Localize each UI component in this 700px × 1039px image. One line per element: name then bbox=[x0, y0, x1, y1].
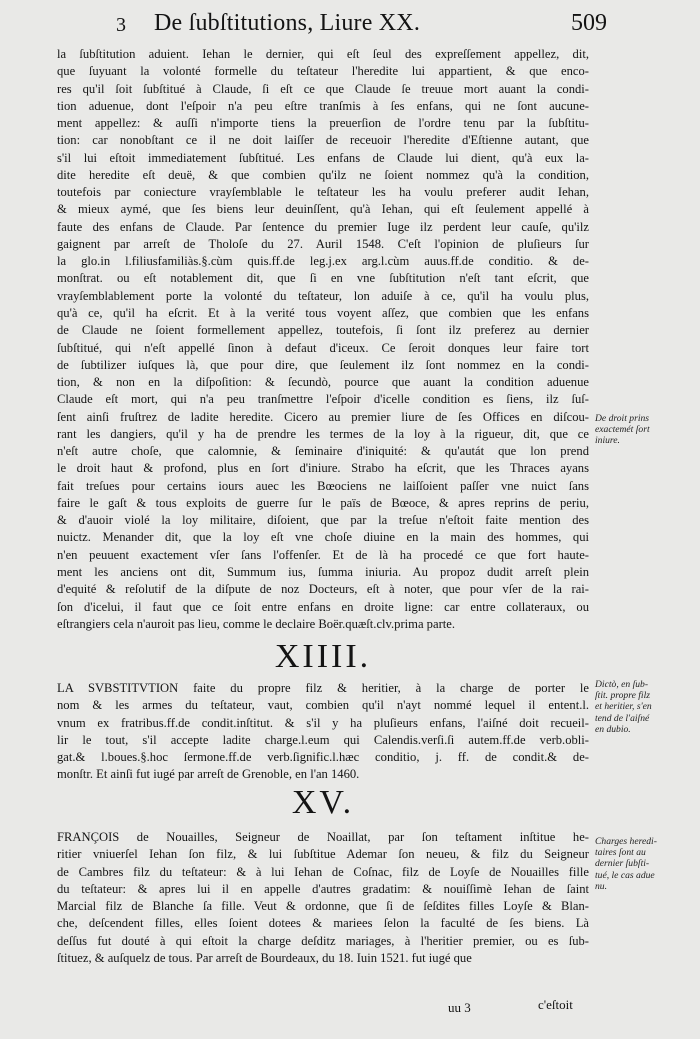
text-line: LA SVBSTITVTION faite du propre filz & heritier, à la charge de porter le bbox=[57, 681, 589, 695]
margin-note-line: tend de l'aiſné bbox=[595, 712, 650, 724]
running-header bbox=[52, 8, 612, 38]
text-line: de Claude ne ſoient formellement appellez, toutefois, ſi ſont ilz preferez au dernier bbox=[57, 323, 589, 338]
text-line: & d'auoir violé la loy militaire, diſoient, que par la treſue n'eſtoit faite mention des bbox=[57, 513, 589, 528]
margin-note-line: ſtit. propre filz bbox=[595, 690, 650, 702]
text-line: che, deſcendent filles, elles ſoient dotees & mariees ſelon la faculté de ſes biens. Là bbox=[57, 916, 589, 931]
margin-note-droit bbox=[595, 413, 695, 447]
text-line: rant les dangiers, qu'il y ha de prendre les termes de la loy à la rigueur, dit, que ce bbox=[57, 426, 589, 441]
text-line: n'eſt autre choſe, que calomnie, & ſeminaire d'iniquité: & qu'autát que lon prend bbox=[57, 444, 589, 459]
margin-note-line: en dubio. bbox=[595, 723, 631, 735]
text-line: n'en peuuent exactement vſer ſans l'offenſer. Et de là ha procedé ce que fort haute- bbox=[57, 547, 589, 562]
text-line: Marcial filz de Blanche ſa fille. Veut & ordonne, que ſi de ſeſdites filles Loyſe & Blan- bbox=[57, 899, 589, 914]
text-line: ritier vniuerſel Iehan ſon filz, & lui ſubſtitue Ademar ſon neueu, & filz du Seigneur bbox=[57, 847, 589, 862]
text-line: gat.& l.boues.§.hoc ſermone.ff.de verb.ſignific.l.hæc conditio, j. ff. de condit.& de- bbox=[57, 750, 589, 765]
header-section-number: 3 bbox=[116, 14, 126, 36]
text-line: ment appellez: & auſſi n'importe tiens la preuerſion de l'ordre tenu par la ſubſtitu- bbox=[57, 116, 589, 131]
text-line: dite heredite eſt deuë, & que combien qu'ilz ne ſoient nommez qu'à la condition, bbox=[57, 167, 589, 182]
text-line: d'equité & reſolutif de la diſpute de noz Docteurs, eſt à noter, que pour vſer de la rai- bbox=[57, 582, 589, 597]
text-line: la ſubſtitution aduient. Iehan le dernier, qui eſt ſeul des expreſſement appellez, dit, bbox=[57, 47, 589, 61]
text-line: nuictz. Menander dit, que la loy eſt vne choſe diuine en la main des hommes, qui bbox=[57, 530, 589, 545]
text-line: tion aduenue, dont l'eſpoir n'a peu eſtre tranſmis à ſes enfans, qui ne ſont aucune- bbox=[57, 98, 589, 113]
signature-mark: uu 3 bbox=[448, 1000, 471, 1015]
margin-note-line: et heritier, s'en bbox=[595, 701, 652, 713]
text-line: & mieux aymé, que ſes biens leur deuinſſent, qu'à Iehan, qui eſt ſeulement appellé à bbox=[57, 202, 589, 217]
text-line: vnum ex fratribus.ff.de condit.inſtitut. & s'il y ha pluſieurs enfans, l'aiſné doit recueil- bbox=[57, 715, 589, 730]
text-line: s'il lui eſtoit immediatement ſubſtitué. Les enfans de Claude lui dient, qu'à eux la- bbox=[57, 150, 589, 165]
text-line: Claude eſt mort, qui n'a peu tranſmettre l'eſpoir d'icelle condition es ſiens, ilz ſuſ- bbox=[57, 392, 589, 407]
text-line: ſon d'icelui, il faut que ce ſoit entre enfans en droite ligne: car entre collateraux, ou bbox=[57, 599, 589, 614]
margin-note-line: iniure. bbox=[595, 435, 620, 447]
text-line: ſtituez, & auſquelz de tous. Par arreſt de Bourdeaux, du 18. Iuin 1521. fut iugé que bbox=[57, 950, 472, 965]
text-line: eſtrangiers cela n'auroit pas lieu, comme le declaire Boër.quæſt.clv.prima parte. bbox=[57, 616, 455, 631]
text-line: tion, & non en la diſpoſition: & ſecundò, pource que auant la condition aduenue bbox=[57, 375, 589, 390]
margin-note-line: Charges heredi- bbox=[595, 836, 657, 847]
margin-note-line: dernier ſubſti- bbox=[595, 858, 650, 870]
text-line: toutefois par coniecture vrayſemblable le teſtateur les ha voulu preferer audit Iehan, bbox=[57, 185, 589, 200]
text-line: deſſus fut douté à qui eſtoit la charge deſditz mariages, à l'heritier premier, ou es ſub- bbox=[57, 933, 589, 948]
text-line: nom & les armes du teſtateur, vaut, combien qu'il n'ayt nommé lequel il entent.l. bbox=[57, 698, 589, 713]
margin-note-line: De droit prins bbox=[595, 413, 650, 424]
text-line: le droit haut & profond, plus en ſort d'iniure. Strabo ha eſcrit, que les Thraces ayans bbox=[57, 461, 589, 476]
text-line: vrayſemblablement porte la volonté du teſtateur, lon aduiſe à ce, qu'il ha voulu plus, bbox=[57, 288, 589, 303]
text-line: res qu'il ſoit ſubſtitué à Claude, ſi eſt ce que Claude ſe treuue mort auant la condi- bbox=[57, 81, 589, 96]
catchword: c'eſtoit bbox=[538, 997, 573, 1012]
text-line: lir le tout, s'il accepte ladite charge.l.eum qui Calendis.verſi.ſi autem.ff.de verb.obli- bbox=[57, 732, 589, 747]
margin-note-line: exactemét ſort bbox=[595, 424, 650, 436]
text-line: qu'à ce, qu'il ha eſcrit. Et à la verité tous voyent aſſez, que combien que les enfans bbox=[57, 305, 589, 320]
section-2-text bbox=[57, 680, 589, 784]
text-line: gaignent par arreſt de Tholoſe du 27. Auril 1548. C'eſt l'opinion de pluſieurs ſur bbox=[57, 236, 589, 251]
text-line: ment les anciens ont dit, Summum ius, ſumma iniuria. Au propoz dudit arreſt plein bbox=[57, 564, 589, 579]
section-1-text bbox=[57, 46, 589, 633]
header-title: De ſubſtitutions, Liure XX. bbox=[154, 10, 421, 36]
section-3-text bbox=[57, 829, 589, 967]
text-line: du teſtateur: & apres lui il en appelle d'autres gradatim: & nouiſſimè Iehan de ſaint bbox=[57, 881, 589, 896]
text-line: FRANÇOIS de Nouailles, Seigneur de Noaillat, par ſon teſtament inſtitue he- bbox=[57, 830, 589, 844]
text-line: de ſubtilizer iuſques là, que pour dire, que ſeulement ilz ſont nommez en la condi- bbox=[57, 357, 589, 372]
section-heading-xiiii: XIIII. bbox=[274, 638, 372, 675]
text-line: faire le gaſt & tous exploits de guerre ſur le païs de Bœoce, & apres reprins de periu, bbox=[57, 495, 589, 510]
text-line: faute des enfans de Claude. Par ſentence du premier Iuge ilz perdent leur cauſe, qu'ilz bbox=[57, 219, 589, 234]
text-line: que ſuyuant la volonté formelle du teſtateur l'heredite lui appartient, & que enco- bbox=[57, 64, 589, 79]
text-line: monſtrat. ou eſt notablement dit, que ſi en vne ſubſtitution n'eſt tant eſcrit, que bbox=[57, 271, 589, 286]
text-line: la glo.in l.filiusfamiliàs.§.cùm quis.ff.de leg.j.ex arg.l.cùm auus.ff.de conditio. & de- bbox=[57, 254, 589, 269]
text-line: ſubſtitué, qui n'eſt appellé ſinon à defaut d'iceux. Ce ſeroit donques leur faire tort bbox=[57, 340, 589, 355]
margin-note-dicto bbox=[595, 679, 695, 735]
page-number: 509 bbox=[571, 10, 607, 36]
section-heading-xv: XV. bbox=[291, 784, 355, 821]
text-line: ſent ainſi fruſtrez de ladite heredite. Cicero au premier liure de ſes Offices en diſcou- bbox=[57, 409, 589, 424]
text-line: tion: car nonobſtant ce il ne doit laiſſer de receuoir l'heredite d'Eſtienne autant, que bbox=[57, 133, 589, 148]
text-line: de Cambres filz du teſtateur: & à lui Iehan de Coſnac, filz de Loyſe de Nouailles fille bbox=[57, 864, 589, 879]
margin-note-charges bbox=[595, 836, 695, 892]
margin-note-line: taires ſont au bbox=[595, 847, 646, 859]
margin-note-line: tué, le cas adue bbox=[595, 869, 655, 881]
margin-note-line: Dictò, en ſub- bbox=[595, 679, 649, 690]
margin-note-line: nu. bbox=[595, 880, 607, 892]
text-line: fait treſues pour certains iours auec les Bœociens ne laiſſoient paſſer vne nuict ſans bbox=[57, 478, 589, 493]
text-line: monſtr. Et ainſi fut iugé par arreſt de Grenoble, en l'an 1460. bbox=[57, 767, 360, 782]
